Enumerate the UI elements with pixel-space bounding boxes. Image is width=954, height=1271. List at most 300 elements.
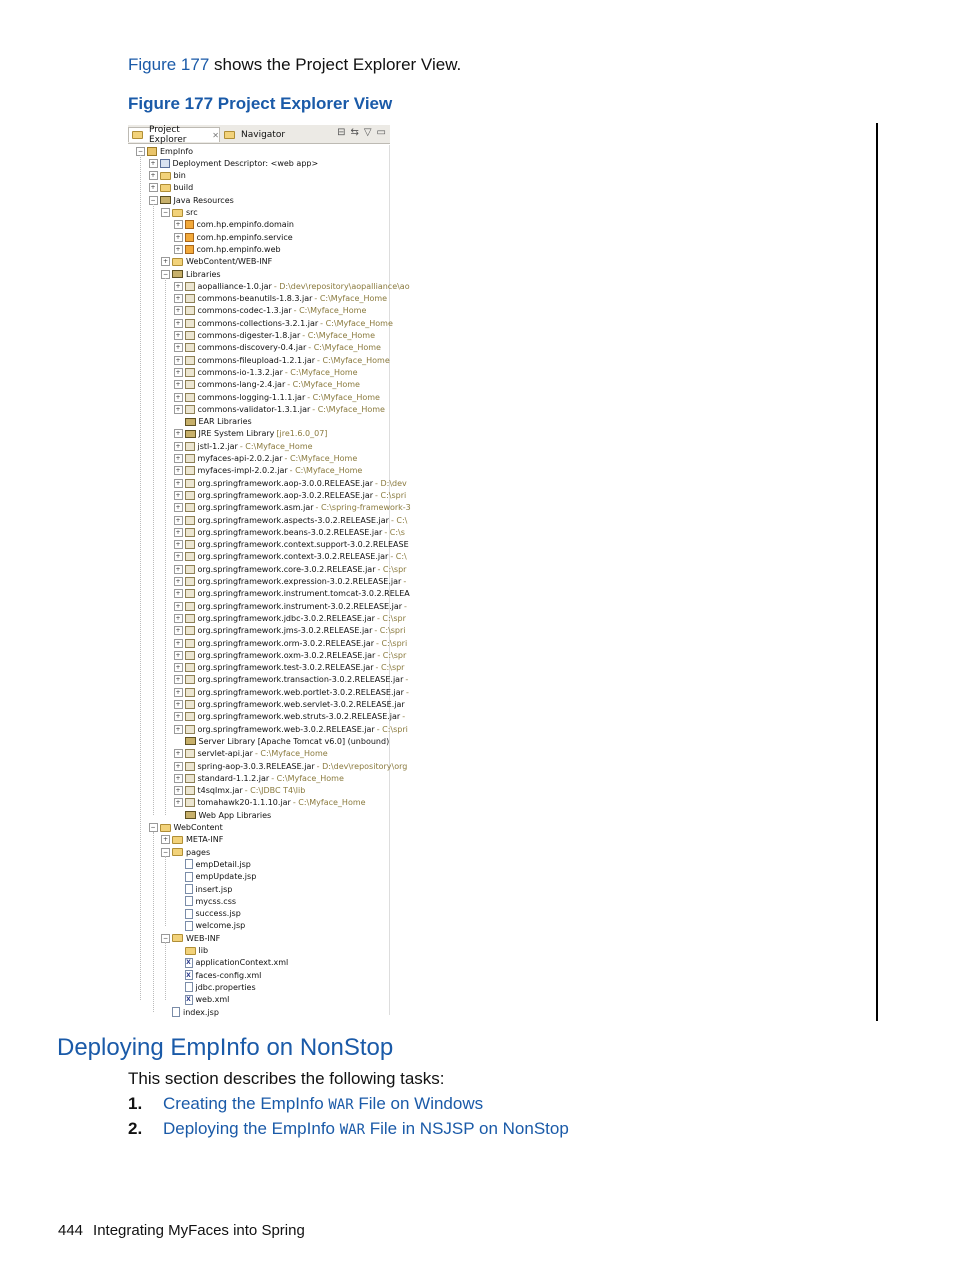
project-icon	[147, 147, 157, 156]
tree-item-location: - C:\Myface_Home	[284, 454, 358, 463]
tree-item[interactable]	[174, 403, 385, 415]
expand-icon[interactable]: +	[175, 479, 181, 487]
lib-icon	[185, 811, 196, 819]
tree-item[interactable]	[174, 748, 328, 760]
tree-item-label: com.hp.empinfo.web	[196, 244, 281, 254]
collapse-icon[interactable]: −	[137, 147, 144, 155]
tree-item[interactable]	[174, 895, 237, 907]
jar-icon	[185, 626, 195, 635]
xml-icon: X	[186, 996, 191, 1004]
expand-icon[interactable]: +	[175, 442, 181, 450]
tree-item-location: [jre1.6.0_07]	[276, 429, 328, 439]
view-tab-bar	[128, 125, 390, 144]
expand-icon[interactable]: +	[175, 319, 181, 327]
tree-item-location: - C:\spri	[376, 724, 408, 734]
tree-item-label: commons-io-1.3.2.jar	[197, 367, 283, 377]
expand-icon[interactable]: +	[175, 295, 181, 303]
expand-icon[interactable]: +	[175, 233, 181, 241]
tree-item-label: org.springframework.web.servlet-3.0.2.RELEASE.jar	[197, 700, 405, 709]
file-icon	[185, 859, 193, 869]
expand-icon[interactable]: +	[175, 762, 181, 770]
tree-item[interactable]	[161, 268, 221, 280]
page-number: 444	[58, 1222, 84, 1239]
project-explorer-view	[128, 125, 411, 1017]
tree-item[interactable]	[174, 416, 252, 428]
tree-item[interactable]	[161, 932, 220, 944]
tree-item[interactable]	[149, 182, 194, 194]
tree-spacer	[174, 811, 183, 820]
tree-item[interactable]	[174, 502, 411, 514]
tree-item[interactable]	[174, 539, 409, 551]
jar-icon	[185, 516, 195, 525]
tree-item[interactable]	[174, 563, 407, 575]
figure-title: Figure 177 Project Explorer View	[128, 94, 393, 113]
tree-item-location: - C:\Myface_Home	[317, 355, 390, 365]
tree-item[interactable]	[174, 428, 328, 440]
tree-item[interactable]	[161, 846, 210, 858]
xml-icon: X	[186, 971, 191, 979]
tree-item-label: commons-digester-1.8.jar	[197, 331, 301, 340]
tree-item-location: - D:\dev\repository\org	[316, 761, 408, 771]
jar-icon	[185, 712, 195, 721]
expand-icon[interactable]: +	[175, 590, 181, 598]
tree-guide-line	[165, 942, 166, 1000]
tree-item[interactable]	[174, 231, 293, 243]
jar-icon	[185, 774, 195, 783]
tree-item-location: - C:\spri	[375, 490, 407, 500]
tree-item[interactable]	[174, 735, 390, 747]
expand-icon[interactable]: +	[175, 664, 181, 672]
jar-icon	[185, 319, 195, 328]
expand-icon[interactable]: +	[175, 688, 181, 696]
tree-item-label: org.springframework.web.struts-3.0.2.RELEASE.jar	[197, 712, 401, 722]
expand-icon[interactable]: +	[162, 258, 169, 266]
tree-item[interactable]	[174, 317, 393, 329]
tree-item-label: org.springframework.instrument.tomcat-3.0.2.RELEA	[197, 589, 410, 599]
tree-item-label: WebContent	[173, 823, 223, 832]
tree-item-location: - C:\spri	[374, 626, 406, 636]
tree-item[interactable]	[174, 945, 209, 957]
expand-icon[interactable]: +	[175, 344, 181, 352]
collapse-icon[interactable]: −	[150, 824, 156, 831]
tree-item[interactable]	[174, 477, 407, 489]
tree-item[interactable]	[161, 256, 272, 268]
tree-item[interactable]	[174, 514, 408, 526]
tree-item-location: - C:\Myface_Home	[302, 331, 375, 340]
tree-guide-line	[165, 856, 166, 926]
collapse-icon[interactable]: −	[162, 209, 169, 216]
expand-icon[interactable]: +	[175, 565, 181, 573]
tree-item[interactable]	[174, 576, 407, 588]
tree-item[interactable]	[174, 772, 344, 784]
tree-item[interactable]	[174, 883, 233, 895]
tree-item-label: applicationContext.xml	[195, 958, 289, 968]
tree-item[interactable]	[174, 342, 381, 354]
tab-navigator[interactable]	[224, 127, 285, 142]
task-1-link[interactable]: Creating the EmpInfo WAR File on Windows	[163, 1094, 484, 1113]
tree-item[interactable]	[174, 551, 407, 563]
tree-spacer	[174, 737, 183, 746]
tree-spacer	[174, 958, 183, 967]
tree-item[interactable]	[174, 957, 289, 969]
jar-icon	[185, 688, 195, 697]
jar-icon	[185, 651, 195, 660]
expand-icon[interactable]: +	[175, 405, 181, 413]
tree-item[interactable]	[174, 625, 406, 637]
change-bar	[876, 123, 878, 1021]
tree-spacer	[174, 921, 183, 930]
tree-item-label: standard-1.1.2.jar	[197, 773, 270, 783]
tree-item-label: WebContent/WEB-INF	[186, 257, 273, 267]
tree-item[interactable]	[174, 699, 405, 711]
tree-item[interactable]	[174, 797, 366, 809]
tree-item-label: commons-discovery-0.4.jar	[197, 343, 307, 353]
tree-item[interactable]	[174, 489, 407, 501]
section-title: Deploying EmpInfo on NonStop	[57, 1034, 394, 1061]
expand-icon[interactable]: +	[175, 307, 181, 315]
expand-icon[interactable]: +	[175, 614, 181, 622]
lib-icon	[185, 737, 196, 745]
tree-item-label: faces-config.xml	[195, 970, 262, 980]
tree-spacer	[174, 946, 183, 955]
tree-item-label: myfaces-api-2.0.2.jar	[197, 454, 283, 463]
tree-spacer	[174, 872, 183, 881]
package-icon	[185, 233, 194, 242]
expand-icon[interactable]: +	[175, 221, 181, 229]
expand-icon[interactable]: +	[175, 787, 181, 795]
tree-item-label: build	[173, 183, 194, 193]
tree-item-location: - C:\spri	[376, 638, 408, 648]
jar-icon	[185, 466, 195, 475]
tree-item-label: org.springframework.expression-3.0.2.RELEASE.jar	[197, 577, 402, 586]
task-2-link[interactable]: Deploying the EmpInfo WAR File in NSJSP on NonStop	[163, 1119, 569, 1138]
tree-item[interactable]	[174, 711, 406, 723]
tree-item-label: commons-logging-1.1.1.jar	[197, 392, 306, 402]
tree-item-label: jdbc.properties	[195, 982, 256, 992]
tree-item[interactable]	[174, 662, 405, 674]
tree-item[interactable]	[161, 834, 223, 846]
tree-item[interactable]	[174, 453, 358, 465]
collapse-icon[interactable]: −	[162, 848, 169, 856]
tree-item[interactable]	[149, 157, 319, 169]
tree-item-location: - C:\Myface_Home	[254, 749, 328, 759]
tree-item-label: EmpInfo	[160, 146, 194, 156]
tree-item[interactable]	[149, 194, 234, 206]
tree-item[interactable]	[174, 465, 363, 477]
jar-icon	[185, 442, 195, 451]
tree-item-label: empDetail.jsp	[195, 859, 251, 869]
collapse-icon[interactable]: −	[150, 196, 156, 204]
file-icon	[185, 982, 193, 992]
tree-item-location: - C:\Myface_Home	[314, 294, 388, 304]
tree-item-label: org.springframework.web.portlet-3.0.2.RELEASE.jar	[197, 687, 404, 697]
tree-spacer	[161, 1008, 170, 1017]
expand-icon[interactable]: +	[175, 381, 181, 389]
tree-item-label: Java Resources	[173, 195, 234, 205]
tree-item-label: com.hp.empinfo.service	[196, 232, 293, 242]
expand-icon[interactable]: +	[175, 491, 181, 499]
jar-icon	[185, 798, 195, 807]
expand-icon[interactable]: +	[150, 159, 156, 167]
collapse-icon[interactable]: −	[162, 270, 169, 278]
expand-icon[interactable]: +	[175, 713, 181, 721]
jar-icon	[185, 479, 195, 488]
jar-icon	[185, 614, 195, 623]
tree-item[interactable]	[174, 920, 246, 932]
tree-item[interactable]	[174, 871, 257, 883]
tree-item-location: -	[405, 687, 409, 697]
tree-item-label: Server Library [Apache Tomcat v6.0] (unbound)	[198, 736, 390, 746]
tree-item-location: - C:\Myface_Home	[287, 380, 360, 390]
tree-item[interactable]	[174, 674, 409, 686]
expand-icon[interactable]: +	[175, 774, 181, 782]
expand-icon[interactable]: +	[175, 750, 181, 758]
tree-item-label: aopalliance-1.0.jar	[197, 281, 272, 291]
tree-item[interactable]	[136, 145, 193, 157]
tree-item-label: org.springframework.jdbc-3.0.2.RELEASE.jar	[197, 613, 375, 623]
tree-item-label: insert.jsp	[195, 884, 233, 894]
intro-text: shows the Project Explorer View.	[209, 55, 462, 74]
tree-item-label: org.springframework.context.support-3.0.2.RELEASE	[197, 540, 409, 550]
jar-icon	[185, 491, 195, 500]
expand-icon[interactable]: +	[175, 467, 181, 475]
tree-item-location: - C:\JDBC T4\lib	[244, 786, 306, 796]
tree-item-label: org.springframework.aspects-3.0.2.RELEASE.jar	[197, 515, 389, 525]
tree-item[interactable]	[174, 858, 251, 870]
jar-icon	[185, 405, 195, 414]
view-toolbar	[337, 127, 386, 138]
tree-item-location: - C:\spr	[377, 650, 407, 660]
tree-item-label: org.springframework.web-3.0.2.RELEASE.jar	[197, 724, 375, 734]
jar-icon	[185, 380, 195, 389]
jar-icon	[185, 589, 195, 598]
expand-icon[interactable]: +	[175, 282, 181, 290]
tree-item[interactable]	[174, 305, 367, 317]
jar-icon	[185, 675, 195, 684]
tree-item-location: - C:\Myface_Home	[320, 318, 393, 328]
folder-icon	[172, 934, 183, 942]
expand-icon[interactable]: +	[150, 172, 156, 180]
tree-item-location: - C:\	[390, 552, 407, 562]
tree-item-label: Web App Libraries	[198, 810, 272, 820]
tree-item[interactable]	[174, 354, 390, 366]
tree-item[interactable]	[174, 809, 272, 821]
tree-item-label: web.xml	[195, 995, 230, 1005]
tree-item[interactable]	[149, 170, 186, 182]
expand-icon[interactable]: +	[175, 676, 181, 684]
expand-icon[interactable]: +	[175, 627, 181, 635]
tab-project-explorer[interactable]	[128, 125, 220, 145]
expand-icon[interactable]: +	[175, 332, 181, 339]
chapter-title: Integrating MyFaces into Spring	[93, 1222, 305, 1239]
tree-item[interactable]	[174, 600, 407, 612]
jar-icon	[185, 577, 195, 586]
expand-icon[interactable]: +	[175, 528, 181, 536]
expand-icon[interactable]: +	[175, 393, 181, 401]
expand-icon[interactable]: +	[175, 602, 181, 610]
tree-item[interactable]	[174, 908, 241, 920]
tree-item-location: - C:\spring-framework-3	[315, 503, 411, 513]
tree-item-label: org.springframework.jms-3.0.2.RELEASE.jar	[197, 626, 373, 636]
tree-item[interactable]	[174, 379, 360, 391]
tree-item[interactable]	[174, 612, 406, 624]
expand-icon[interactable]: +	[175, 245, 181, 253]
tree-item-label: org.springframework.test-3.0.2.RELEASE.jar	[197, 663, 374, 673]
tree-item-location: - C:\	[390, 515, 408, 525]
expand-icon[interactable]: +	[175, 455, 181, 462]
folder-icon	[172, 848, 183, 856]
tree-item[interactable]	[174, 243, 281, 255]
tree-item-location: - C:\Myface_Home	[293, 306, 367, 316]
tree-item-location: - C:\spr	[375, 663, 405, 673]
tree-item-label: servlet-api.jar	[197, 749, 253, 759]
expand-icon[interactable]: +	[175, 504, 181, 512]
tree-guide-line	[153, 204, 154, 815]
folder-icon	[185, 947, 196, 955]
tree-item[interactable]	[161, 1006, 219, 1018]
dd-icon	[160, 159, 170, 168]
tree-item[interactable]	[174, 649, 407, 661]
jar-icon	[185, 331, 195, 340]
expand-icon[interactable]: +	[175, 356, 181, 364]
tree-item[interactable]	[174, 981, 256, 993]
tree-item[interactable]	[174, 366, 358, 378]
tree-guide-line	[140, 155, 141, 1000]
tree-item-label: Deployment Descriptor: <web app>	[172, 158, 319, 168]
tab-project-explorer-label: Project Explorer	[149, 125, 187, 145]
tree-item-location: - C:\spr	[376, 613, 406, 623]
tree-item[interactable]	[174, 723, 408, 735]
tree-item[interactable]	[174, 588, 410, 600]
close-icon[interactable]: ✕	[212, 130, 219, 140]
tree-item[interactable]	[174, 219, 294, 231]
expand-icon[interactable]: +	[150, 184, 156, 192]
project-tree	[128, 145, 411, 1017]
expand-icon[interactable]: +	[175, 541, 181, 549]
tree-item-location: - D:\dev\repository\aopalliance\ao	[273, 281, 410, 291]
tree-item-label: lib	[198, 946, 209, 955]
file-icon	[185, 921, 193, 931]
tree-item-location: -	[404, 601, 407, 611]
tree-spacer	[174, 897, 183, 906]
expand-icon[interactable]: +	[175, 368, 181, 376]
expand-icon[interactable]: +	[175, 430, 181, 438]
jar-icon	[185, 700, 195, 709]
tree-item-label: commons-fileupload-1.2.1.jar	[197, 355, 316, 365]
tree-item[interactable]	[174, 760, 408, 772]
tree-item[interactable]	[174, 440, 313, 452]
expand-icon[interactable]: +	[175, 578, 181, 585]
collapse-icon[interactable]: −	[162, 934, 169, 942]
task-2	[128, 1119, 569, 1139]
tree-item-label: org.springframework.core-3.0.2.RELEASE.jar	[197, 564, 376, 574]
jar-icon	[185, 762, 195, 771]
tree-item-location: - C:\Myface_Home	[312, 404, 385, 414]
jar-icon	[185, 786, 195, 795]
tree-spacer	[174, 971, 183, 980]
expand-icon[interactable]: +	[175, 725, 181, 733]
lib-icon	[185, 418, 196, 426]
tree-item-label: org.springframework.beans-3.0.2.RELEASE.jar	[197, 527, 383, 537]
jar-icon	[185, 725, 195, 734]
jar-icon	[185, 368, 195, 377]
task-1	[128, 1094, 483, 1114]
expand-icon[interactable]: +	[175, 701, 181, 708]
expand-icon[interactable]: +	[175, 516, 181, 524]
figure-link[interactable]: Figure 177	[128, 55, 210, 74]
tree-item-label: commons-beanutils-1.8.3.jar	[197, 294, 313, 304]
tree-item[interactable]	[174, 637, 408, 649]
tree-item-label: commons-collections-3.2.1.jar	[197, 318, 319, 328]
tree-item[interactable]	[161, 207, 198, 219]
view-menu-icon[interactable]: ▽	[363, 127, 372, 138]
expand-icon[interactable]: +	[175, 799, 181, 807]
tree-item-location: - C:\Myface_Home	[292, 798, 366, 808]
collapse-all-icon[interactable]: ⊟	[337, 127, 346, 138]
project-explorer-icon	[132, 131, 143, 139]
tree-item-label: commons-validator-1.3.1.jar	[197, 404, 311, 414]
folder-icon	[160, 184, 171, 192]
tree-item[interactable]	[174, 391, 380, 403]
tree-item-label: bin	[173, 171, 186, 181]
minimize-icon[interactable]: ▭	[376, 127, 386, 138]
tree-spacer	[174, 417, 183, 426]
tree-item-label: META-INF	[186, 835, 224, 845]
tree-item-label: org.springframework.oxm-3.0.2.RELEASE.jar	[197, 650, 376, 660]
tree-item-location: - C:\Myface_Home	[271, 773, 344, 783]
tree-spacer	[174, 983, 183, 992]
tree-item[interactable]	[174, 969, 262, 981]
jar-icon	[185, 528, 195, 537]
jar-icon	[185, 552, 195, 561]
tree-item-location: - C:\Myface_Home	[308, 343, 381, 353]
expand-icon[interactable]: +	[162, 836, 169, 844]
tree-item-label: org.springframework.instrument-3.0.2.RELEASE.jar	[197, 601, 403, 611]
tree-item[interactable]	[174, 293, 388, 305]
jar-icon	[185, 540, 195, 549]
expand-icon[interactable]: +	[175, 553, 181, 561]
tree-item[interactable]	[174, 994, 230, 1006]
file-icon	[185, 884, 193, 894]
tree-item[interactable]	[174, 785, 306, 797]
tree-item-location: - C:\Myface_Home	[289, 466, 363, 476]
tree-item-label: jstl-1.2.jar	[197, 441, 238, 451]
tree-item-label: WEB-INF	[186, 933, 221, 943]
tree-item-label: commons-codec-1.3.jar	[197, 306, 292, 316]
expand-icon[interactable]: +	[175, 639, 181, 647]
folder-icon	[160, 824, 171, 832]
tree-item[interactable]	[174, 330, 376, 342]
tree-item[interactable]	[174, 280, 410, 292]
folder-icon	[172, 836, 183, 844]
folder-icon	[172, 209, 183, 217]
tree-item-label: org.springframework.context-3.0.2.RELEASE.jar	[197, 552, 389, 562]
jar-icon	[185, 503, 195, 512]
expand-icon[interactable]: +	[175, 651, 181, 659]
tree-item-location: - D:\dev	[375, 478, 407, 488]
tree-spacer	[174, 860, 183, 869]
tree-item[interactable]	[149, 822, 223, 834]
tree-item[interactable]	[174, 686, 409, 698]
tree-item-label: commons-lang-2.4.jar	[197, 380, 286, 390]
jar-icon	[185, 639, 195, 648]
lib-icon	[160, 196, 171, 204]
tree-item[interactable]	[174, 526, 405, 538]
tree-item-label: spring-aop-3.0.3.RELEASE.jar	[197, 761, 315, 771]
jar-icon	[185, 356, 195, 365]
link-editor-icon[interactable]: ⇆	[350, 127, 359, 138]
jar-icon	[185, 565, 195, 574]
